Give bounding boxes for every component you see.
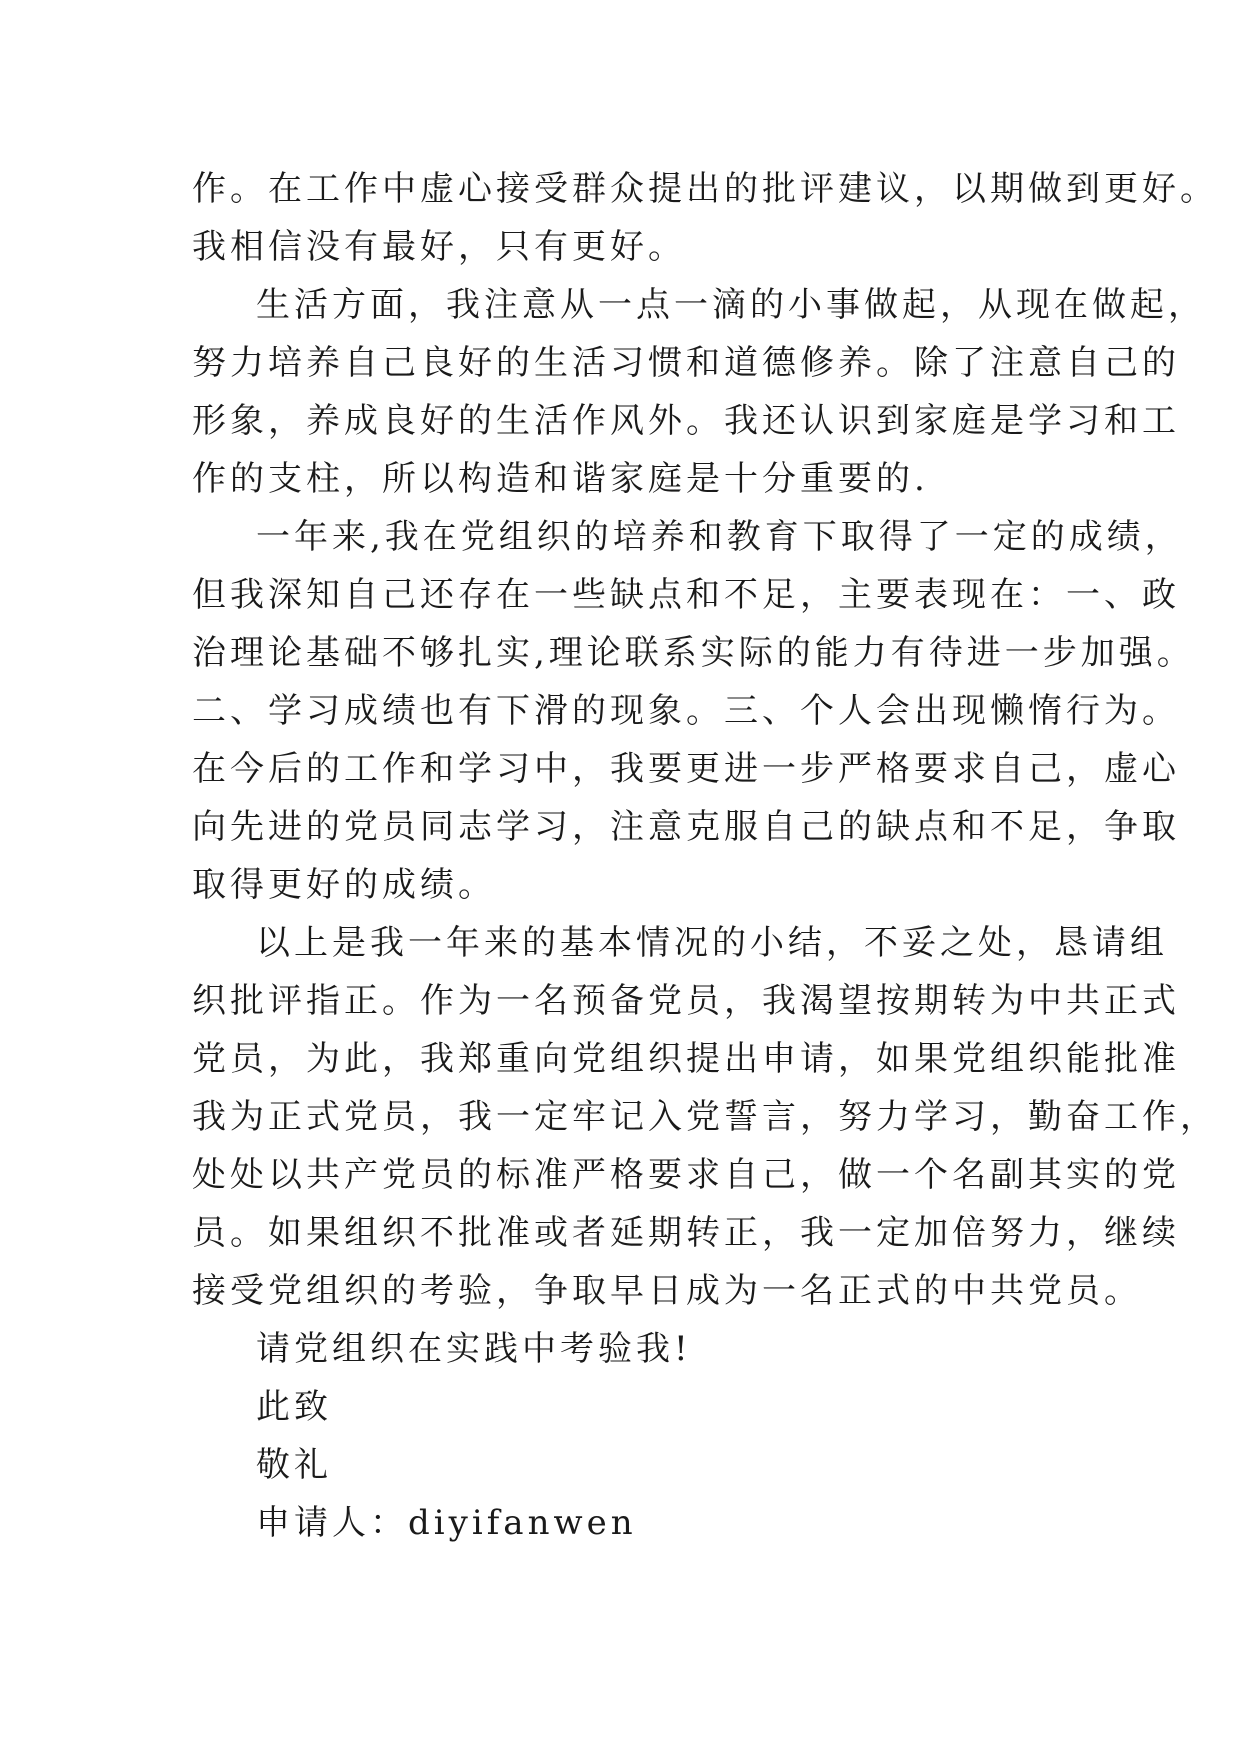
text-line: 在今后的工作和学习中，我要更进一步严格要求自己，虚心 (192, 749, 1180, 789)
text-line: 二、学习成绩也有下滑的现象。三、个人会出现懒惰行为。 (192, 691, 1180, 731)
text-line: 形象，养成良好的生活作风外。我还认识到家庭是学习和工 (192, 401, 1180, 441)
text-line: 处处以共产党员的标准严格要求自己，做一个名副其实的党 (192, 1155, 1180, 1195)
text-line: 接受党组织的考验，争取早日成为一名正式的中共党员。 (192, 1271, 1142, 1311)
text-line: 员。如果组织不批准或者延期转正，我一定加倍努力，继续 (192, 1213, 1180, 1253)
text-line: 但我深知自己还存在一些缺点和不足，主要表现在：一、政 (192, 575, 1180, 615)
salutation-line: 敬礼 (256, 1445, 332, 1485)
text-line: 织批评指正。作为一名预备党员，我渴望按期转为中共正式 (192, 981, 1180, 1021)
text-line: 党员，为此，我郑重向党组织提出申请，如果党组织能批准 (192, 1039, 1180, 1079)
text-line: 我为正式党员，我一定牢记入党誓言，努力学习，勤奋工作， (192, 1097, 1218, 1137)
text-line: 取得更好的成绩。 (192, 865, 496, 905)
text-line: 我相信没有最好，只有更好。 (192, 227, 686, 267)
paragraph-start-line: 生活方面，我注意从一点一滴的小事做起，从现在做起， (256, 285, 1206, 325)
paragraph-start-line: 以上是我一年来的基本情况的小结，不妥之处，恳请组 (256, 923, 1168, 963)
document-body (192, 160, 1218, 1552)
text-line: 向先进的党员同志学习，注意克服自己的缺点和不足，争取 (192, 807, 1180, 847)
text-line: 治理论基础不够扎实,理论联系实际的能力有待进一步加强。 (192, 633, 1195, 673)
text-line: 作。在工作中虚心接受群众提出的批评建议，以期做到更好。 (192, 169, 1218, 209)
paragraph-start-line: 一年来,我在党组织的培养和教育下取得了一定的成绩， (256, 517, 1183, 557)
applicant-signature-line: 申请人：diyifanwen (256, 1503, 637, 1543)
salutation-line: 此致 (256, 1387, 332, 1427)
closing-request-line: 请党组织在实践中考验我! (256, 1329, 692, 1369)
text-line: 努力培养自己良好的生活习惯和道德修养。除了注意自己的 (192, 343, 1180, 383)
text-line: 作的支柱，所以构造和谐家庭是十分重要的. (192, 459, 929, 499)
